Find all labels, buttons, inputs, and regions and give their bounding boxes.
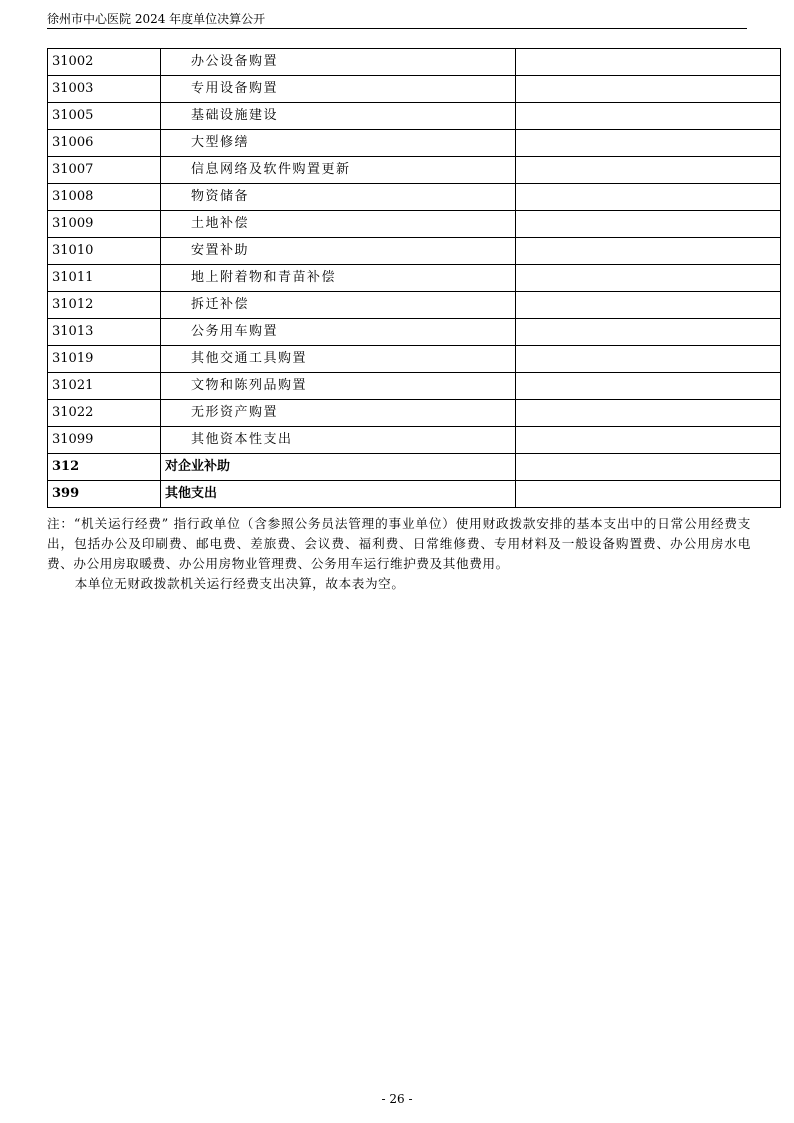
account-code-cell: 31003 — [48, 76, 161, 103]
table-row — [48, 427, 781, 454]
amount-cell — [516, 454, 781, 481]
amount-cell — [516, 49, 781, 76]
table-row — [48, 481, 781, 508]
table-row — [48, 184, 781, 211]
table-row — [48, 76, 781, 103]
amount-cell — [516, 373, 781, 400]
account-name-cell: 对企业补助 — [161, 454, 516, 481]
account-code-cell: 31013 — [48, 319, 161, 346]
amount-cell — [516, 184, 781, 211]
account-code-cell: 31002 — [48, 49, 161, 76]
table-note — [47, 514, 751, 594]
table-row — [48, 400, 781, 427]
account-name-cell: 物资储备 — [161, 184, 516, 211]
amount-cell — [516, 481, 781, 508]
table-row — [48, 130, 781, 157]
account-code-cell: 31019 — [48, 346, 161, 373]
account-code-cell: 31007 — [48, 157, 161, 184]
table-row — [48, 157, 781, 184]
amount-cell — [516, 211, 781, 238]
account-code-cell: 31006 — [48, 130, 161, 157]
account-code-cell: 31022 — [48, 400, 161, 427]
amount-cell — [516, 292, 781, 319]
account-name-cell: 办公设备购置 — [161, 49, 516, 76]
account-name-cell: 安置补助 — [161, 238, 516, 265]
note-statement: 本单位无财政拨款机关运行经费支出决算，故本表为空。 — [74, 576, 405, 591]
table-row — [48, 346, 781, 373]
account-code-cell: 399 — [48, 481, 161, 508]
table-row — [48, 292, 781, 319]
table-row — [48, 238, 781, 265]
account-name-cell: 其他支出 — [161, 481, 516, 508]
account-code-cell: 31005 — [48, 103, 161, 130]
account-code-cell: 31011 — [48, 265, 161, 292]
amount-cell — [516, 157, 781, 184]
account-name-cell: 专用设备购置 — [161, 76, 516, 103]
page-number: - 26 - — [381, 1092, 413, 1106]
account-name-cell: 无形资产购置 — [161, 400, 516, 427]
expenditure-table-body — [48, 49, 781, 508]
table-row — [48, 319, 781, 346]
amount-cell — [516, 103, 781, 130]
account-code-cell: 31021 — [48, 373, 161, 400]
account-name-cell: 其他交通工具购置 — [161, 346, 516, 373]
account-name-cell: 其他资本性支出 — [161, 427, 516, 454]
account-code-cell: 31009 — [48, 211, 161, 238]
table-row — [48, 103, 781, 130]
table-row — [48, 211, 781, 238]
table-row — [48, 454, 781, 481]
account-name-cell: 大型修缮 — [161, 130, 516, 157]
account-name-cell: 文物和陈列品购置 — [161, 373, 516, 400]
account-name-cell: 拆迁补偿 — [161, 292, 516, 319]
document-title: 徐州市中心医院 2024 年度单位决算公开 — [47, 12, 266, 26]
account-code-cell: 31008 — [48, 184, 161, 211]
amount-cell — [516, 319, 781, 346]
amount-cell — [516, 400, 781, 427]
amount-cell — [516, 238, 781, 265]
account-code-cell: 312 — [48, 454, 161, 481]
account-name-cell: 信息网络及软件购置更新 — [161, 157, 516, 184]
account-name-cell: 土地补偿 — [161, 211, 516, 238]
account-name-cell: 基础设施建设 — [161, 103, 516, 130]
amount-cell — [516, 130, 781, 157]
amount-cell — [516, 346, 781, 373]
account-code-cell: 31010 — [48, 238, 161, 265]
account-code-cell: 31099 — [48, 427, 161, 454]
account-name-cell: 公务用车购置 — [161, 319, 516, 346]
amount-cell — [516, 265, 781, 292]
account-code-cell: 31012 — [48, 292, 161, 319]
table-row — [48, 49, 781, 76]
amount-cell — [516, 76, 781, 103]
table-row — [48, 265, 781, 292]
table-row — [48, 373, 781, 400]
account-name-cell: 地上附着物和青苗补偿 — [161, 265, 516, 292]
note-definition: 注：“机关运行经费” 指行政单位（含参照公务员法管理的事业单位）使用财政拨款安排的基本支出中的日常公用经费支出，包括办公及印刷费、邮电费、差旅费、会议费、福利费、日常维修费、专用材料及一般设备购置费、办公用房水电费、办公用房取暖费、办公用房物业管理费、公务用车运行维护费及其他费用。 — [47, 516, 751, 571]
expenditure-table — [47, 48, 781, 508]
document-header — [47, 11, 747, 29]
amount-cell — [516, 427, 781, 454]
